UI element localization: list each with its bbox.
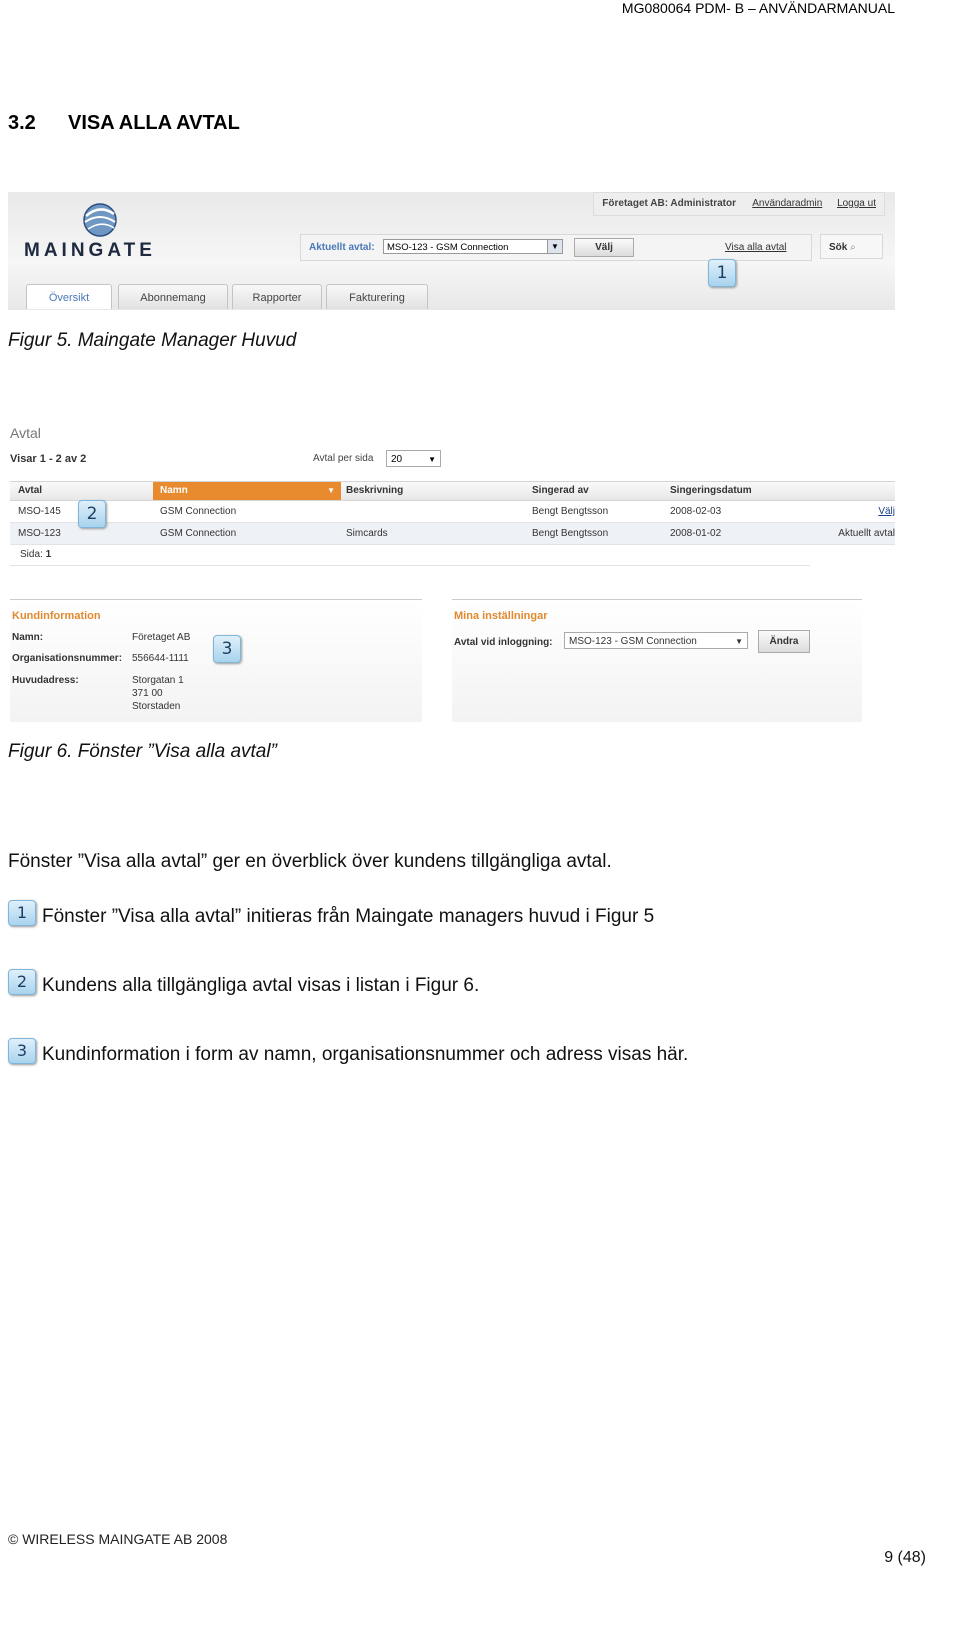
tab-fakturering[interactable]: Fakturering [326, 284, 428, 309]
customer-info-title: Kundinformation [12, 610, 101, 622]
valj-row-link[interactable]: Välj [878, 506, 895, 517]
search-label: Sök [829, 242, 848, 253]
search-button[interactable] [820, 234, 883, 259]
col-namn-sorted[interactable] [153, 482, 341, 500]
section-heading [8, 112, 240, 135]
cell-signerad: Bengt Bengtsson [532, 506, 609, 517]
page-number: 9 (48) [884, 1549, 926, 1566]
current-contract-bar [300, 234, 812, 261]
current-contract-label: Aktuellt avtal: [309, 242, 375, 253]
logga-ut-link[interactable]: Logga ut [837, 198, 876, 209]
table-row [10, 523, 895, 545]
login-contract-label: Avtal vid inloggning: [454, 637, 553, 648]
search-icon: ⌕ [850, 242, 856, 253]
per-page-select[interactable] [386, 450, 441, 467]
tab-oversikt[interactable]: Översikt [26, 284, 112, 309]
page-indicator [20, 549, 51, 560]
cell-signerad: Bengt Bengtsson [532, 528, 609, 539]
col-namn: Namn [160, 485, 188, 496]
document-header: MG080064 PDM- B – ANVÄNDARMANUAL [621, 0, 895, 16]
callout-badge-2: 2 [78, 500, 106, 528]
callout-badge-2: 2 [8, 969, 36, 995]
callout-badge-1: 1 [8, 900, 36, 926]
figure-5-screenshot [8, 192, 895, 310]
anvandaradmin-link[interactable]: Användaradmin [752, 198, 823, 209]
chevron-down-icon: ▼ [735, 637, 743, 646]
per-page-label: Avtal per sida [313, 453, 374, 464]
org-value: 556644-1111 [132, 653, 189, 664]
andra-button[interactable]: Ändra [758, 630, 810, 653]
login-contract-value: MSO-123 - GSM Connection [569, 636, 697, 647]
figure-6-caption: Figur 6. Fönster ”Visa alla avtal” [8, 741, 277, 762]
callout-badge-3: 3 [213, 635, 241, 663]
current-contract-select[interactable] [383, 239, 563, 254]
my-settings-panel [452, 599, 862, 722]
table-row [10, 501, 895, 523]
table-header [10, 481, 895, 501]
adress-line: 371 00 [132, 688, 163, 699]
section-title: VISA ALLA AVTAL [68, 112, 240, 134]
maingate-logo [24, 202, 174, 262]
sort-desc-icon: ▼ [327, 486, 335, 495]
divider [10, 565, 810, 566]
chevron-down-icon: ▼ [428, 455, 436, 464]
valj-button[interactable]: Välj [574, 238, 634, 257]
cell-beskrivning: Simcards [346, 528, 388, 539]
section-number: 3.2 [8, 112, 36, 134]
current-contract-status: Aktuellt avtal [838, 528, 895, 539]
showing-count: Visar 1 - 2 av 2 [10, 453, 87, 465]
figure-5-caption: Figur 5. Maingate Manager Huvud [8, 330, 297, 351]
cell-namn: GSM Connection [160, 528, 237, 539]
col-datum[interactable]: Singeringsdatum [670, 485, 752, 496]
figure-6-screenshot [8, 425, 895, 730]
my-settings-title: Mina inställningar [454, 610, 548, 622]
namn-value: Företaget AB [132, 632, 191, 643]
sida-value: 1 [45, 549, 52, 560]
footer-copyright: © WIRELESS MAINGATE AB 2008 [8, 1531, 228, 1547]
col-signerad[interactable]: Singerad av [532, 485, 589, 496]
chevron-down-icon: ▼ [547, 240, 562, 253]
logo-wordmark: MAINGATE [24, 240, 156, 261]
intro-paragraph: Fönster ”Visa alla avtal” ger en överblick över kundens tillgängliga avtal. [8, 851, 612, 872]
visa-alla-avtal-link[interactable]: Visa alla avtal [725, 242, 787, 253]
current-contract-value: MSO-123 - GSM Connection [387, 242, 509, 253]
col-beskrivning[interactable]: Beskrivning [346, 485, 404, 496]
contracts-table [10, 481, 895, 545]
user-bar [593, 192, 885, 216]
cell-datum: 2008-01-02 [670, 528, 722, 539]
company-user: Företaget AB: Administrator [602, 198, 736, 209]
cell-datum: 2008-02-03 [670, 506, 722, 517]
list-item-text: Kundinformation i form av namn, organisationsnummer och adress visas här. [42, 1044, 689, 1065]
callout-badge-3: 3 [8, 1038, 36, 1064]
cell-namn: GSM Connection [160, 506, 237, 517]
adress-label: Huvudadress: [12, 675, 79, 686]
col-avtal[interactable]: Avtal [18, 485, 43, 496]
list-item-text: Kundens alla tillgängliga avtal visas i listan i Figur 6. [42, 975, 480, 996]
login-contract-select[interactable] [564, 632, 748, 649]
namn-label: Namn: [12, 632, 44, 643]
adress-line: Storstaden [132, 701, 181, 712]
org-label: Organisationsnummer: [12, 653, 123, 664]
avtal-title: Avtal [10, 425, 41, 441]
tab-rapporter[interactable]: Rapporter [232, 284, 322, 309]
sida-label: Sida: [20, 549, 43, 560]
per-page-value: 20 [391, 454, 403, 465]
list-item-text: Fönster ”Visa alla avtal” initieras från Maingate managers huvud i Figur 5 [42, 906, 655, 927]
cell-avtal: MSO-123 [18, 528, 61, 539]
callout-badge-1: 1 [708, 259, 736, 287]
tab-abonnemang[interactable]: Abonnemang [118, 284, 228, 309]
adress-line: Storgatan 1 [132, 675, 184, 686]
cell-avtal: MSO-145 [18, 506, 61, 517]
